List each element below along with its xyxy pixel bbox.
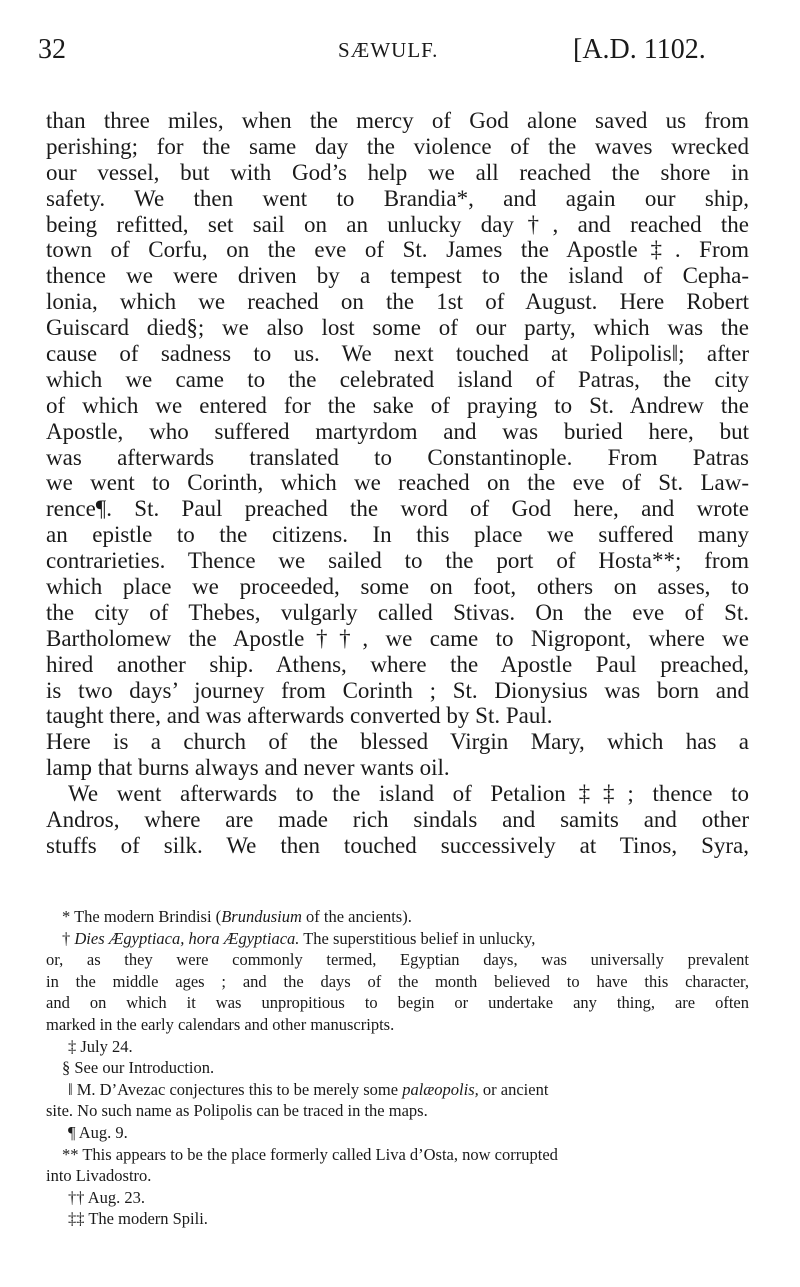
footnote-5-line-2: site. No such name as Polipolis can be traced in the maps.	[46, 1101, 428, 1121]
footnotes	[46, 906, 749, 1230]
footnote-9: ‡‡ The modern Spili.	[68, 1209, 208, 1229]
footnote-2-line-4: and on which it was unpropitious to begin or undertake any thing, are often	[46, 993, 749, 1013]
footnote-2-line-3: in the middle ages ; and the days of the month believed to have this character,	[46, 971, 749, 991]
text-line: contrarieties. Thence we sailed to the port of Hosta**; from	[46, 548, 749, 574]
text-line: our vessel, but with God’s help we all reached the shore in	[46, 159, 749, 185]
text-line: which we came to the celebrated island of Patras, the city	[46, 366, 749, 392]
footnote-3: ‡ July 24.	[68, 1036, 133, 1056]
running-title: SÆWULF.	[338, 38, 439, 62]
text-line: of which we entered for the sake of praying to St. Andrew the	[46, 392, 749, 418]
text-line: the city of Thebes, vulgarly called Stivas. On the eve of St.	[46, 599, 749, 625]
page-number: 32	[38, 34, 66, 65]
footnote-7: ** This appears to be the place formerly called Liva d’Osta, now corrupted	[62, 1144, 558, 1164]
text-line: rence¶. St. Paul preached the word of God here, and wrote	[46, 496, 749, 522]
footnote-2: † Dies Ægyptiaca, hora Ægyptiaca. The superstitious belief in unlucky,	[62, 928, 536, 948]
text-line: Guiscard died§; we also lost some of our party, which was the	[46, 315, 749, 341]
footnote-6: ¶ Aug. 9.	[68, 1122, 128, 1142]
text-line: which place we proceeded, some on foot, others on asses, to	[46, 574, 749, 600]
text-line: Apostle, who suffered martyrdom and was buried here, but	[46, 418, 749, 444]
text-line: We went afterwards to the island of Petalion‡‡; thence to	[68, 781, 749, 807]
footnote-1: * The modern Brindisi (Brundusium of the ancients).	[62, 907, 412, 926]
footnote-2-line-2: or, as they were commonly termed, Egyptian days, was universally prevalent	[46, 950, 749, 970]
text-line: we went to Corinth, which we reached on the eve of St. Law-	[46, 470, 749, 496]
text-line: stuffs of silk. We then touched successively at Tinos, Syra,	[46, 832, 749, 858]
text-line: than three miles, when the mercy of God alone saved us from	[46, 108, 749, 133]
text-line: an epistle to the citizens. In this place we suffered many	[46, 522, 749, 548]
text-line: cause of sadness to us. We next touched at Polipolis‖; after	[46, 341, 749, 367]
text-line: perishing; for the same day the violence of the waves wrecked	[46, 133, 749, 159]
footnote-7-line-2: into Livadostro.	[46, 1166, 152, 1186]
running-date: [A.D. 1102.	[573, 34, 706, 65]
text-line: Bartholomew the Apostle††, we came to Nigropont, where we	[46, 625, 749, 651]
footnote-8: †† Aug. 23.	[68, 1187, 146, 1207]
text-line: safety. We then went to Brandia*, and again our ship,	[46, 185, 749, 211]
text-line: lonia, which we reached on the 1st of August. Here Robert	[46, 289, 749, 315]
text-line: thence we were driven by a tempest to the island of Cepha-	[46, 263, 749, 289]
text-line: is two days’ journey from Corinth ; St. Dionysius was born and	[46, 677, 749, 703]
page-header	[38, 34, 738, 74]
footnote-5: ‖ M. D’Avezac conjectures this to be merely some palæopolis, or ancient	[68, 1079, 549, 1099]
text-line: hired another ship. Athens, where the Apostle Paul preached,	[46, 651, 749, 677]
footnote-2-line-5: marked in the early calendars and other manuscripts.	[46, 1014, 395, 1034]
text-line: Andros, where are made rich sindals and samits and other	[46, 807, 749, 833]
text-line: town of Corfu, on the eve of St. James the Apostle‡. From	[46, 237, 749, 263]
footnote-4: § See our Introduction.	[62, 1058, 215, 1078]
text-line: lamp that burns always and never wants oil.	[46, 755, 450, 781]
text-line: being refitted, set sail on an unlucky day†, and reached the	[46, 211, 749, 237]
text-line: Here is a church of the blessed Virgin Mary, which has a	[46, 729, 749, 755]
text-line: taught there, and was afterwards converted by St. Paul.	[46, 703, 553, 729]
text-line: was afterwards translated to Constantinople. From Patras	[46, 444, 749, 470]
main-text	[46, 108, 749, 859]
